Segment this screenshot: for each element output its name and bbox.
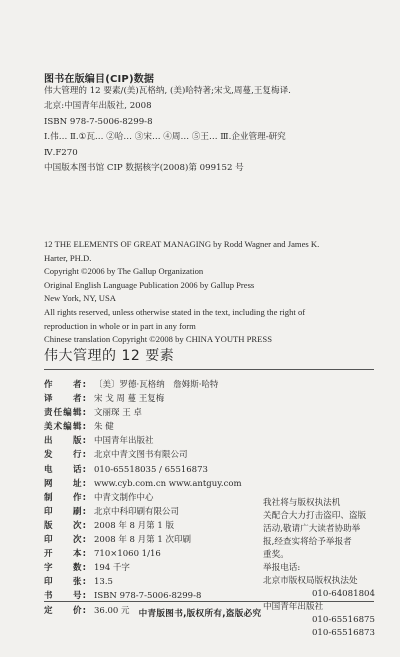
cip-line: 中国版本图书馆 CIP 数据核字(2008)第 099152 号 — [44, 163, 244, 174]
detail-value: 2008 年 8 月第 1 版 — [94, 520, 174, 531]
cip-line: 北京:中国青年出版社, 2008 — [44, 101, 152, 112]
detail-label: 作 者: — [44, 380, 86, 390]
detail-value: 文丽琛 王 卓 — [94, 408, 142, 419]
cip-heading: 图书在版编目(CIP)数据 — [44, 74, 155, 85]
detail-value: 宋 戈 周 蔓 王复梅 — [94, 394, 165, 405]
detail-value: 36.00 元 — [94, 605, 130, 616]
detail-row — [44, 378, 274, 392]
detail-label: 出 版: — [44, 436, 86, 447]
english-copyright-block — [44, 238, 394, 347]
detail-label: 责任编辑: — [44, 408, 86, 419]
detail-row — [44, 547, 274, 561]
notice-line: 北京市版权局版权执法处 — [263, 576, 358, 586]
publication-details — [44, 378, 274, 618]
detail-value: 010-65518035 / 65516873 — [94, 464, 208, 475]
english-line: Copyright ©2006 by The Gallup Organization — [44, 266, 204, 277]
detail-label: 美术编辑: — [44, 422, 86, 433]
detail-label: 书 号: — [44, 591, 86, 602]
detail-label: 字 数: — [44, 563, 86, 574]
detail-row — [44, 505, 274, 519]
english-line: Harter, PH.D. — [44, 252, 92, 263]
english-line: All rights reserved, unless otherwise stated in the text, including the right of — [44, 306, 306, 317]
detail-row — [44, 533, 274, 547]
detail-value: 中青文制作中心 — [94, 492, 154, 503]
detail-row — [44, 448, 274, 462]
notice-phone: 010-65516875 — [311, 615, 375, 625]
detail-label: 网 址: — [44, 478, 86, 489]
notice-line: 关配合大力打击盗印、盗版 — [263, 511, 367, 521]
notice-line: 举报电话: — [263, 563, 301, 573]
detail-row — [44, 561, 274, 575]
notice-line: 中国青年出版社 — [263, 602, 324, 612]
cip-line: 伟大管理的 12 要素/(美)瓦格纳, (美)哈特著;宋戈,周蔓,王复梅译. — [44, 86, 291, 96]
detail-row — [44, 406, 274, 420]
detail-label: 印 次: — [44, 535, 86, 546]
footer-divider — [44, 601, 374, 602]
cip-line: Ⅰ.伟… Ⅱ.①瓦… ②哈… ③宋… ④周… ⑤王… Ⅲ.企业管理-研究 — [44, 132, 286, 143]
detail-value: 〔美〕罗德·瓦格纳 詹姆斯·哈特 — [94, 380, 219, 390]
detail-row — [44, 434, 274, 448]
detail-row — [44, 575, 274, 589]
cip-block — [44, 84, 384, 176]
detail-label: 开 本: — [44, 549, 86, 560]
notice-line: 报,经查实将给予举报者 — [263, 537, 352, 547]
english-line: reproduction in whole or in part in any form — [44, 320, 196, 331]
detail-label: 电 话: — [44, 464, 86, 475]
notice-line: 重奖。 — [263, 550, 289, 560]
book-title: 伟大管理的 12 要素 — [44, 348, 175, 364]
english-line: Original English Language Publication 2006 by Gallup Press — [44, 279, 255, 290]
notice-phone: 010-64081804 — [311, 589, 375, 599]
detail-row — [44, 491, 274, 505]
detail-label: 定 价: — [44, 605, 86, 616]
cip-line: Ⅳ.F270 — [44, 147, 78, 158]
notice-line: 活动,敬请广大读者协助举 — [263, 524, 361, 534]
detail-label: 译 者: — [44, 394, 86, 405]
detail-label: 制 作: — [44, 492, 86, 503]
detail-label: 印 刷: — [44, 506, 86, 517]
copyright-notice: 中青版图书,版权所有,盗版必究 — [138, 609, 262, 619]
detail-label: 印 张: — [44, 577, 86, 588]
detail-value: 13.5 — [94, 577, 113, 588]
notice-line: 我社将与版权执法机 — [263, 498, 341, 508]
detail-row — [44, 519, 274, 533]
detail-value: 中国青年出版社 — [94, 436, 154, 447]
detail-label: 发 行: — [44, 450, 86, 461]
detail-value: 194 千字 — [94, 563, 130, 574]
english-line: New York, NY, USA — [44, 293, 116, 304]
detail-value: ISBN 978-7-5006-8299-8 — [94, 591, 202, 602]
detail-row — [44, 463, 274, 477]
detail-value: www.cyb.com.cn www.antguy.com — [94, 478, 242, 489]
english-line: Chinese translation Copyright ©2008 by CHINA YOUTH PRESS — [44, 334, 272, 345]
detail-label: 版 次: — [44, 520, 86, 531]
detail-value: 北京中科印刷有限公司 — [94, 506, 180, 517]
detail-value: 710×1060 1/16 — [94, 549, 161, 560]
english-line: 12 THE ELEMENTS OF GREAT MANAGING by Rodd Wagner and James K. — [44, 239, 320, 249]
detail-row — [44, 477, 274, 491]
notice-phone: 010-65516873 — [311, 628, 375, 638]
detail-value: 2008 年 8 月第 1 次印刷 — [94, 535, 191, 546]
detail-value: 北京中青文图书有限公司 — [94, 450, 188, 461]
detail-row — [44, 392, 274, 406]
cip-line: ISBN 978-7-5006-8299-8 — [44, 116, 153, 127]
detail-value: 朱 健 — [94, 422, 114, 433]
detail-row — [44, 420, 274, 434]
title-divider — [44, 369, 374, 370]
